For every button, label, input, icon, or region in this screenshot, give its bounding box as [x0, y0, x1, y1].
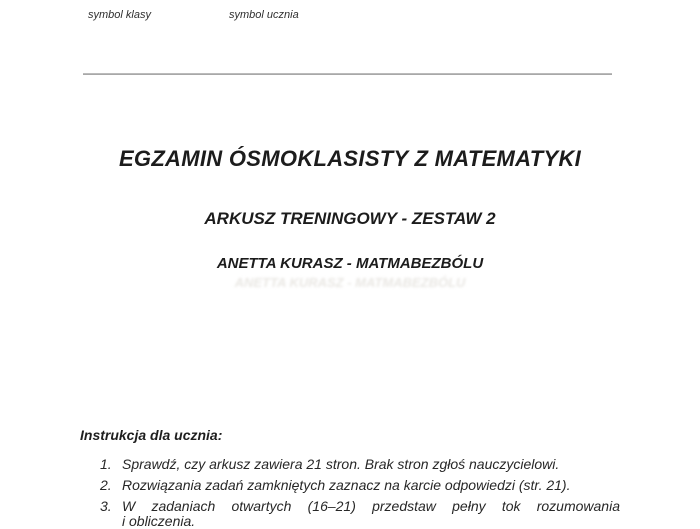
instruction-item-continuation: i obliczenia. [122, 513, 196, 529]
instruction-item-text: W zadaniach otwartych (16–21) przedstaw pełny tok rozumowania [122, 498, 620, 514]
instruction-item [100, 477, 620, 493]
horizontal-rule [83, 73, 612, 75]
instruction-item-text: Rozwiązania zadań zamkniętych zaznacz na karcie odpowiedzi (str. 21). [122, 477, 571, 493]
ghost-text-artifact: ANETTA KURASZ - MATMABEZBÓLU [234, 275, 466, 290]
class-symbol-label: symbol klasy [88, 9, 151, 21]
instruction-item [100, 498, 620, 514]
exam-main-title: EGZAMIN ÓSMOKLASISTY Z MATEMATYKI [118, 146, 582, 171]
instruction-item-number: 3. [100, 498, 112, 514]
instruction-item-number: 1. [100, 456, 112, 472]
student-symbol-label: symbol ucznia [229, 9, 299, 21]
instruction-item-text: Sprawdź, czy arkusz zawiera 21 stron. Brak stron zgłoś nauczycielowi. [122, 456, 560, 472]
instruction-item-number: 2. [100, 477, 112, 493]
instructions-heading: Instrukcja dla ucznia: [80, 427, 223, 443]
instruction-item [100, 456, 620, 472]
exam-subtitle: ARKUSZ TRENINGOWY - ZESTAW 2 [204, 209, 496, 228]
exam-author-line: ANETTA KURASZ - MATMABEZBÓLU [216, 255, 484, 272]
